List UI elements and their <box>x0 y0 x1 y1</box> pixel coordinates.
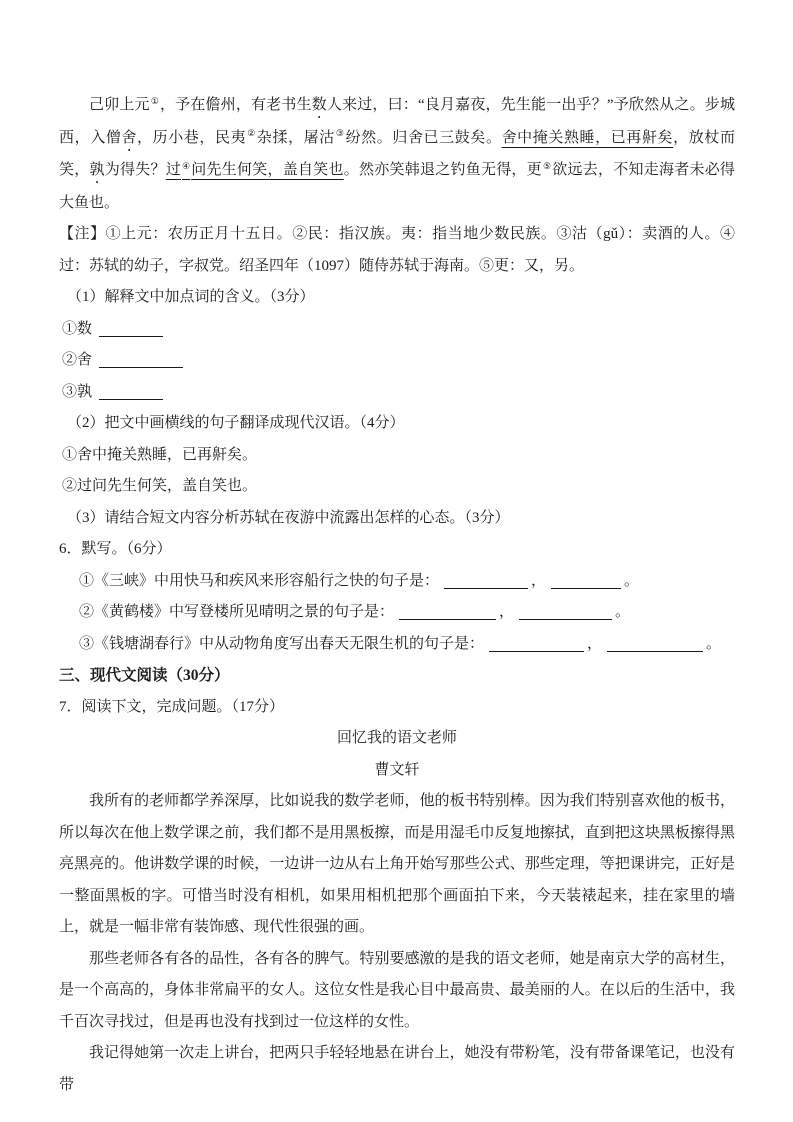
footnote-marker-3: ③ <box>335 128 345 138</box>
essay-paragraph-1: 我所有的老师都学养深厚，比如说我的数学老师，他的板书特别棒。因为我们特别喜欢他的板书，所以每次在他上数学课之前，我们都不是用黑板擦，而是用湿毛巾反复地擦拭，直到把这块黑板擦得黑亮黑亮的。他讲数学课的时候，一边讲一边从右上角开始写那些公式、那些定理，等把课讲完，正好是一整面黑板的字。可惜当时没有相机，如果用相机把那个画面拍下来，今天装裱起来，挂在家里的墙上，就是一幅非常有装饰感、现代性很强的画。 <box>59 793 735 935</box>
footnote-marker-4: ④ <box>181 160 191 171</box>
passage-text: 纷然。归舍已三鼓矣。 <box>345 129 502 146</box>
item-label: ①《三峡》中用快马和疾风来形容船行之快的句子是： <box>79 572 440 589</box>
dotted-word-she: 舍 <box>121 129 138 146</box>
item-label: ③《钱塘湖春行》中从动物角度写出春天无限生机的句子是： <box>79 635 485 652</box>
question-5-1-item-1 <box>59 314 735 346</box>
passage-text: 问先生何笑，盖自笑也 <box>191 162 344 178</box>
essay-author: 曹文轩 <box>374 761 420 778</box>
separator-comma: ， <box>531 572 547 589</box>
answer-blank <box>99 397 163 400</box>
answer-blank <box>489 649 584 652</box>
passage-text: 己卯上元 <box>89 97 150 113</box>
answer-blank <box>519 617 612 620</box>
item-label: ②舍 <box>62 352 93 368</box>
separator-period: 。 <box>615 604 631 620</box>
answer-blank <box>607 649 703 652</box>
passage-text: 过 <box>165 162 181 178</box>
section-3-heading: 三、现代文阅读（30分） <box>59 667 230 684</box>
question-5-3-prompt: （3）请结合短文内容分析苏轼在夜游中流露出怎样的心态。（3分） <box>67 509 510 526</box>
answer-blank <box>399 617 496 620</box>
answer-blank <box>99 334 163 337</box>
passage-text: 欲远去，不知走海者未必得大鱼也。 <box>59 162 735 211</box>
passage-text: 杂揉，屠沽 <box>256 129 335 146</box>
footnote-marker-2: ② <box>247 128 256 138</box>
footnote-marker-1: ① <box>150 95 159 106</box>
item-label: ①数 <box>62 320 93 337</box>
dotted-word-shu: 数 <box>311 97 327 113</box>
item-label: ②《黄鹤楼》中写登楼所见晴明之景的句子是： <box>79 604 395 620</box>
footnote-marker-5: ⑤ <box>542 160 552 171</box>
question-5-1-prompt: （1）解释文中加点词的含义。（3分） <box>67 289 315 305</box>
passage-notes: 【注】①上元：农历正月十五日。②民：指汉族。夷：指当地少数民族。③沽（gǔ）：卖酒的人。④过：苏轼的幼子，字叔党。绍圣四年（1097）随侍苏轼于海南。⑤更：又，另。 <box>59 226 735 274</box>
underlined-phrase-2 <box>166 162 344 178</box>
underlined-phrase-1: 舍中掩关熟睡，已再鼾矣 <box>501 129 674 146</box>
classical-passage <box>59 90 735 219</box>
question-5-2-item-2: ②过问先生何笑，盖自笑也。 <box>62 478 258 494</box>
question-6-item-3 <box>59 629 735 661</box>
passage-text: 为得失？ <box>104 162 166 178</box>
passage-text: 人来过，曰：“良月嘉夜，先生能一出乎？”予欣然从之。步城西，入僧 <box>59 97 735 146</box>
answer-blank <box>551 586 621 589</box>
passage-text: 。然亦笑韩退之钓鱼无得，更 <box>343 162 542 178</box>
question-5-1-item-3 <box>59 377 735 409</box>
separator-comma: ， <box>499 604 515 620</box>
question-5-2-prompt: （2）把文中画横线的句子翻译成现代汉语。（4分） <box>67 415 405 431</box>
dotted-word-shu2: 孰 <box>89 162 105 178</box>
separator-period: 。 <box>706 635 722 652</box>
question-5-2-item-1: ①舍中掩关熟睡，已再鼾矣。 <box>62 446 258 463</box>
question-6-prompt: 6．默写。（6分） <box>59 541 172 557</box>
separator-comma: ， <box>587 635 603 652</box>
answer-blank <box>99 365 183 368</box>
separator-period: 。 <box>624 572 640 589</box>
passage-text: ，放杖而笑， <box>59 129 735 178</box>
question-5-1-item-2 <box>59 345 735 377</box>
question-6-item-1 <box>59 566 735 598</box>
passage-text: ，历小巷，民夷 <box>137 129 247 146</box>
answer-blank <box>444 586 528 589</box>
passage-text: ，予在儋州，有老书生 <box>159 97 312 113</box>
question-7-prompt: 7．阅读下文，完成问题。（17分） <box>59 698 285 715</box>
essay-title: 回忆我的语文老师 <box>336 730 457 746</box>
essay-paragraph-2: 那些老师各有各的品性，各有各的脾气。特别要感激的是我的语文老师，她是南京大学的高材生，是一个高高的，身体非常扁平的女人。这位女性是我心目中最高贵、最美丽的人。在以后的生活中，我千百次寻找过，但是再也没有找到过一位这样的女性。 <box>59 950 735 1030</box>
item-label: ③孰 <box>62 383 93 400</box>
question-6-item-2 <box>59 597 735 629</box>
essay-paragraph-3: 我记得她第一次走上讲台，把两只手轻轻地悬在讲台上，她没有带粉笔，没有带备课笔记，也没有带 <box>59 1045 735 1093</box>
